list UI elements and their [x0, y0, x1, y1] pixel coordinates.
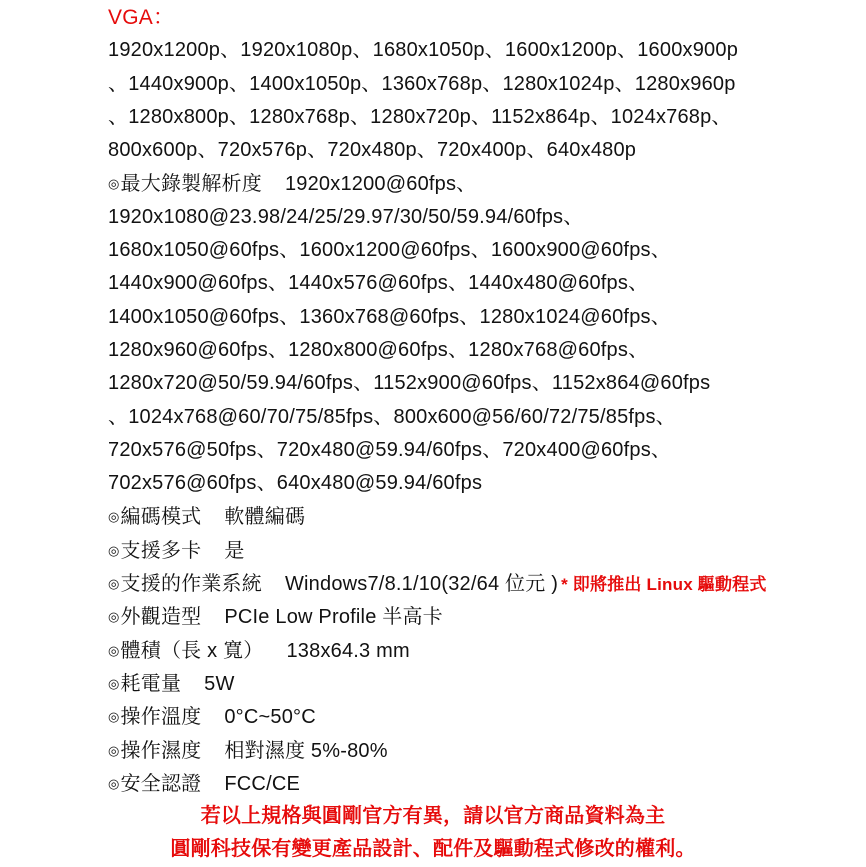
spec-value: Windows7/8.1/10(32/64 位元 ) [284, 573, 559, 596]
spec-label: 最大錄製解析度 [120, 173, 262, 196]
spec-value: FCC/CE [224, 772, 301, 795]
spec-line [0, 167, 866, 200]
vga-resolution-line: 1920x1200p、1920x1080p、1680x1050p、1600x1200p、1600x900p [108, 39, 739, 62]
spec-line [0, 534, 866, 567]
spec-content [0, 34, 866, 800]
spec-label: 外觀造型 [120, 606, 202, 629]
spec-value: 5W [204, 672, 235, 695]
spec-continuation-line: 、1024x768@60/70/75/85fps、800x600@56/60/72/75/85fps、 [108, 405, 676, 428]
spec-label: 安全認證 [120, 772, 202, 795]
disclaimer [0, 800, 866, 867]
bullet-icon: ◎ [108, 709, 120, 725]
spec-label: 支援多卡 [120, 539, 202, 562]
spec-continuation-line: 1280x960@60fps、1280x800@60fps、1280x768@60fps、 [108, 338, 649, 361]
spec-value: 1920x1200@60fps、 [284, 173, 477, 196]
vga-resolution-line: 、1280x800p、1280x768p、1280x720p、1152x864p、1024x768p、 [108, 105, 732, 128]
spec-line [0, 767, 866, 800]
spec-line [0, 667, 866, 700]
bullet-icon: ◎ [108, 775, 120, 791]
spec-label: 操作溫度 [120, 706, 202, 729]
spec-continuation-line: 1400x1050@60fps、1360x768@60fps、1280x1024@60fps、 [108, 305, 671, 328]
vga-resolution-line: 800x600p、720x576p、720x480p、720x400p、640x480p [108, 139, 637, 162]
bullet-icon: ◎ [108, 675, 120, 691]
spec-value: PCIe Low Profile 半高卡 [224, 606, 443, 629]
spec-line [0, 700, 866, 733]
spec-label: 支援的作業系統 [120, 573, 262, 596]
disclaimer-line-1: 若以上規格與圓剛官方有異，請以官方商品資料為主 [200, 805, 666, 828]
bullet-icon: ◎ [108, 609, 120, 625]
spec-note: * 即將推出 Linux 驅動程式 [561, 575, 767, 595]
bullet-icon: ◎ [108, 176, 120, 192]
spec-continuation-line: 1680x1050@60fps、1600x1200@60fps、1600x900@60fps、 [108, 239, 671, 262]
bullet-icon: ◎ [108, 642, 120, 658]
bullet-icon: ◎ [108, 542, 120, 558]
spec-continuation-line: 1280x720@50/59.94/60fps、1152x900@60fps、1152x864@60fps [108, 372, 711, 395]
spec-value: 軟體編碼 [224, 506, 306, 529]
spec-continuation-line: 702x576@60fps、640x480@59.94/60fps [108, 472, 483, 495]
bullet-icon: ◎ [108, 509, 120, 525]
spec-line [0, 734, 866, 767]
spec-label: 編碼模式 [120, 506, 202, 529]
section-title: VGA： [108, 6, 175, 29]
spec-label: 體積（長 x 寬） [120, 639, 264, 662]
bullet-icon: ◎ [108, 742, 120, 758]
spec-line [0, 600, 866, 633]
spec-value: 138x64.3 mm [286, 639, 410, 662]
vga-resolution-line: 、1440x900p、1400x1050p、1360x768p、1280x1024p、1280x960p [108, 72, 736, 95]
disclaimer-line-2: 圓剛科技保有變更產品設計、配件及驅動程式修改的權利。 [170, 838, 696, 861]
spec-continuation-line: 1920x1080@23.98/24/25/29.97/30/50/59.94/60fps、 [108, 205, 584, 228]
spec-value: 0°C~50°C [224, 706, 316, 729]
bullet-icon: ◎ [108, 576, 120, 592]
spec-value: 相對濕度 5%-80% [224, 739, 388, 762]
spec-line [0, 634, 866, 667]
spec-value: 是 [224, 539, 245, 562]
spec-line [0, 567, 866, 600]
spec-continuation-line: 720x576@50fps、720x480@59.94/60fps、720x400@60fps、 [108, 438, 672, 461]
spec-continuation-line: 1440x900@60fps、1440x576@60fps、1440x480@60fps、 [108, 272, 649, 295]
spec-label: 操作濕度 [120, 739, 202, 762]
spec-line [0, 500, 866, 533]
spec-label: 耗電量 [120, 672, 182, 695]
